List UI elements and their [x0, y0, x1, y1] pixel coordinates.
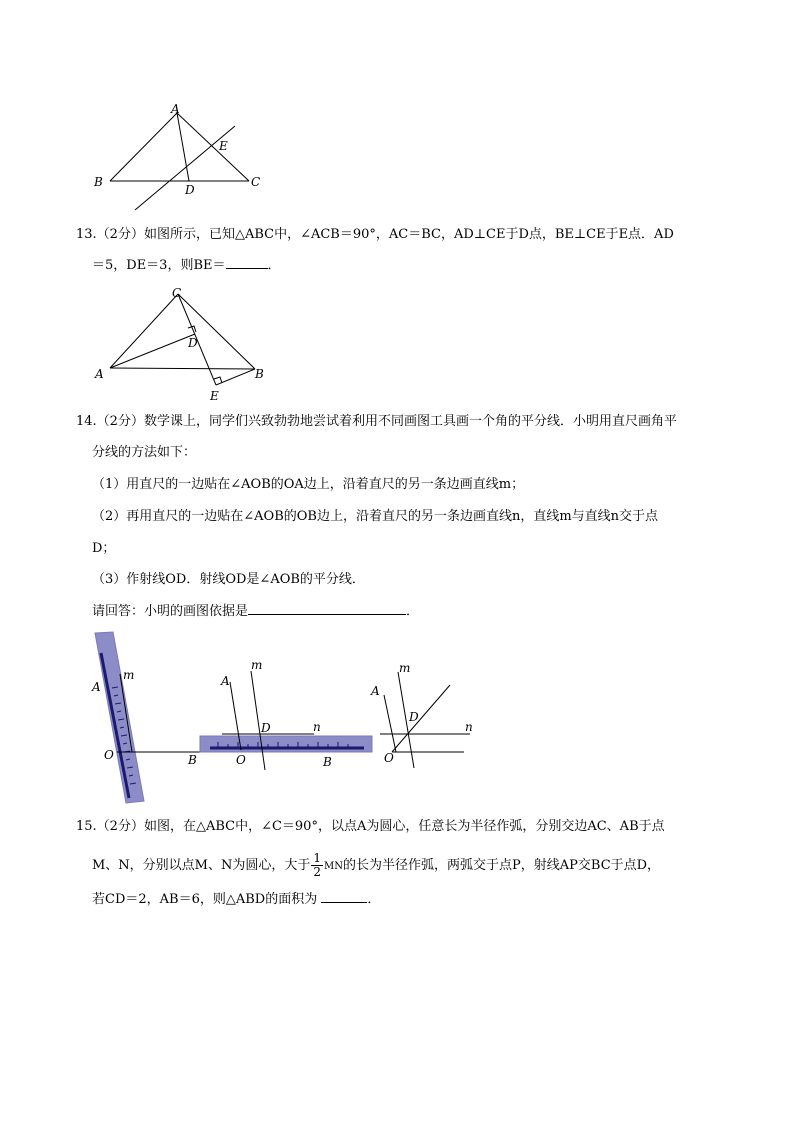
- q14-step1: [92, 475, 524, 495]
- q15-text-3a: 若CD＝2，AB＝6，则△ABD的面积为: [92, 892, 318, 907]
- label-C: C: [172, 286, 182, 300]
- q13-text-1: 13.（2分）如图所示，已知△ABC中，∠ACB＝90°，AC＝BC，AD⊥CE于D点，BE⊥CE于E点．AD: [76, 227, 674, 242]
- answer-blank-q13[interactable]: [226, 256, 268, 269]
- q13-line1: [76, 225, 674, 245]
- q13-line2: [92, 256, 281, 276]
- label-m: m: [251, 658, 263, 672]
- label-A: A: [95, 367, 104, 381]
- label-A: A: [221, 674, 230, 688]
- fraction-denominator: 2: [313, 865, 322, 879]
- q15-line3: [92, 890, 380, 910]
- fraction-variable: MN: [324, 861, 344, 872]
- label-n: n: [465, 720, 473, 734]
- q13-text-2b: ．: [267, 258, 281, 273]
- fraction-numerator: 1: [313, 851, 322, 865]
- q14-step2: [92, 507, 658, 527]
- q14-step1-text: （1）用直尺的一边贴在∠AOB的OA边上，沿着直尺的另一条边画直线m；: [92, 477, 525, 492]
- bisector-diagram: [370, 661, 473, 768]
- figure-q13: [90, 284, 280, 404]
- ruler-diagram-1: [91, 632, 206, 803]
- label-O: O: [236, 753, 246, 767]
- label-n: n: [313, 720, 321, 734]
- q14-line1: [76, 412, 677, 432]
- label-B: B: [188, 753, 197, 767]
- fraction: [311, 852, 323, 879]
- label-O: O: [384, 751, 394, 765]
- q14-answer-line: [92, 602, 419, 622]
- label-A: A: [171, 102, 180, 116]
- label-D: D: [261, 721, 271, 735]
- q14-text-2: 分线的方法如下：: [92, 445, 197, 460]
- answer-blank-q14[interactable]: [248, 602, 406, 615]
- q15-line1: [76, 817, 665, 837]
- q14-line2: [92, 443, 196, 463]
- q13-text-2a: ＝5，DE＝3，则BE＝: [92, 258, 226, 273]
- ruler-diagram-2: [200, 658, 372, 770]
- q14-answer-prompt: 请回答：小明的画图依据是: [92, 604, 249, 619]
- q14-step2-cont: [92, 539, 115, 559]
- label-B: B: [323, 755, 332, 769]
- q15-line2: [92, 852, 660, 879]
- label-D: D: [188, 336, 198, 350]
- label-O: O: [104, 748, 114, 762]
- q15-text-3b: ．: [367, 892, 381, 907]
- q14-answer-end: ．: [406, 604, 420, 619]
- q14-step3-text: （3）作射线OD．射线OD是∠AOB的平分线．: [92, 572, 365, 587]
- q14-step3: [92, 570, 365, 590]
- label-D: D: [409, 710, 419, 724]
- label-D: D: [185, 183, 195, 197]
- label-E: E: [219, 139, 228, 153]
- q15-text-1: 15.（2分）如图，在△ABC中，∠C＝90°，以点A为圆心，任意长为半径作弧，分别交边AC、AB于点: [76, 819, 665, 834]
- q14-step2-text: （2）再用直尺的一边贴在∠AOB的OB边上，沿着直尺的另一条边画直线n，直线m与直线n交于点: [92, 509, 659, 524]
- label-E: E: [210, 389, 219, 403]
- q14-step2b-text: D；: [92, 541, 116, 556]
- label-B: B: [255, 367, 264, 381]
- label-A: A: [92, 680, 101, 694]
- label-C: C: [251, 175, 261, 189]
- figure-q14: [88, 628, 488, 808]
- q15-text-2b: 的长为半径作弧，两弧交于点P，射线AP交BC于点D，: [343, 858, 661, 873]
- figure-q12: [85, 98, 261, 213]
- label-m: m: [123, 668, 135, 682]
- label-m: m: [399, 661, 411, 675]
- q14-text-1: 14.（2分）数学课上，同学们兴致勃勃地尝试着利用不同画图工具画一个角的平分线．小明用直尺画角平: [76, 414, 677, 429]
- answer-blank-q15[interactable]: [321, 890, 367, 903]
- label-A: A: [371, 684, 380, 698]
- q15-text-2a: M、N，分别以点M、N为圆心，大于: [92, 858, 311, 873]
- label-B: B: [94, 175, 103, 189]
